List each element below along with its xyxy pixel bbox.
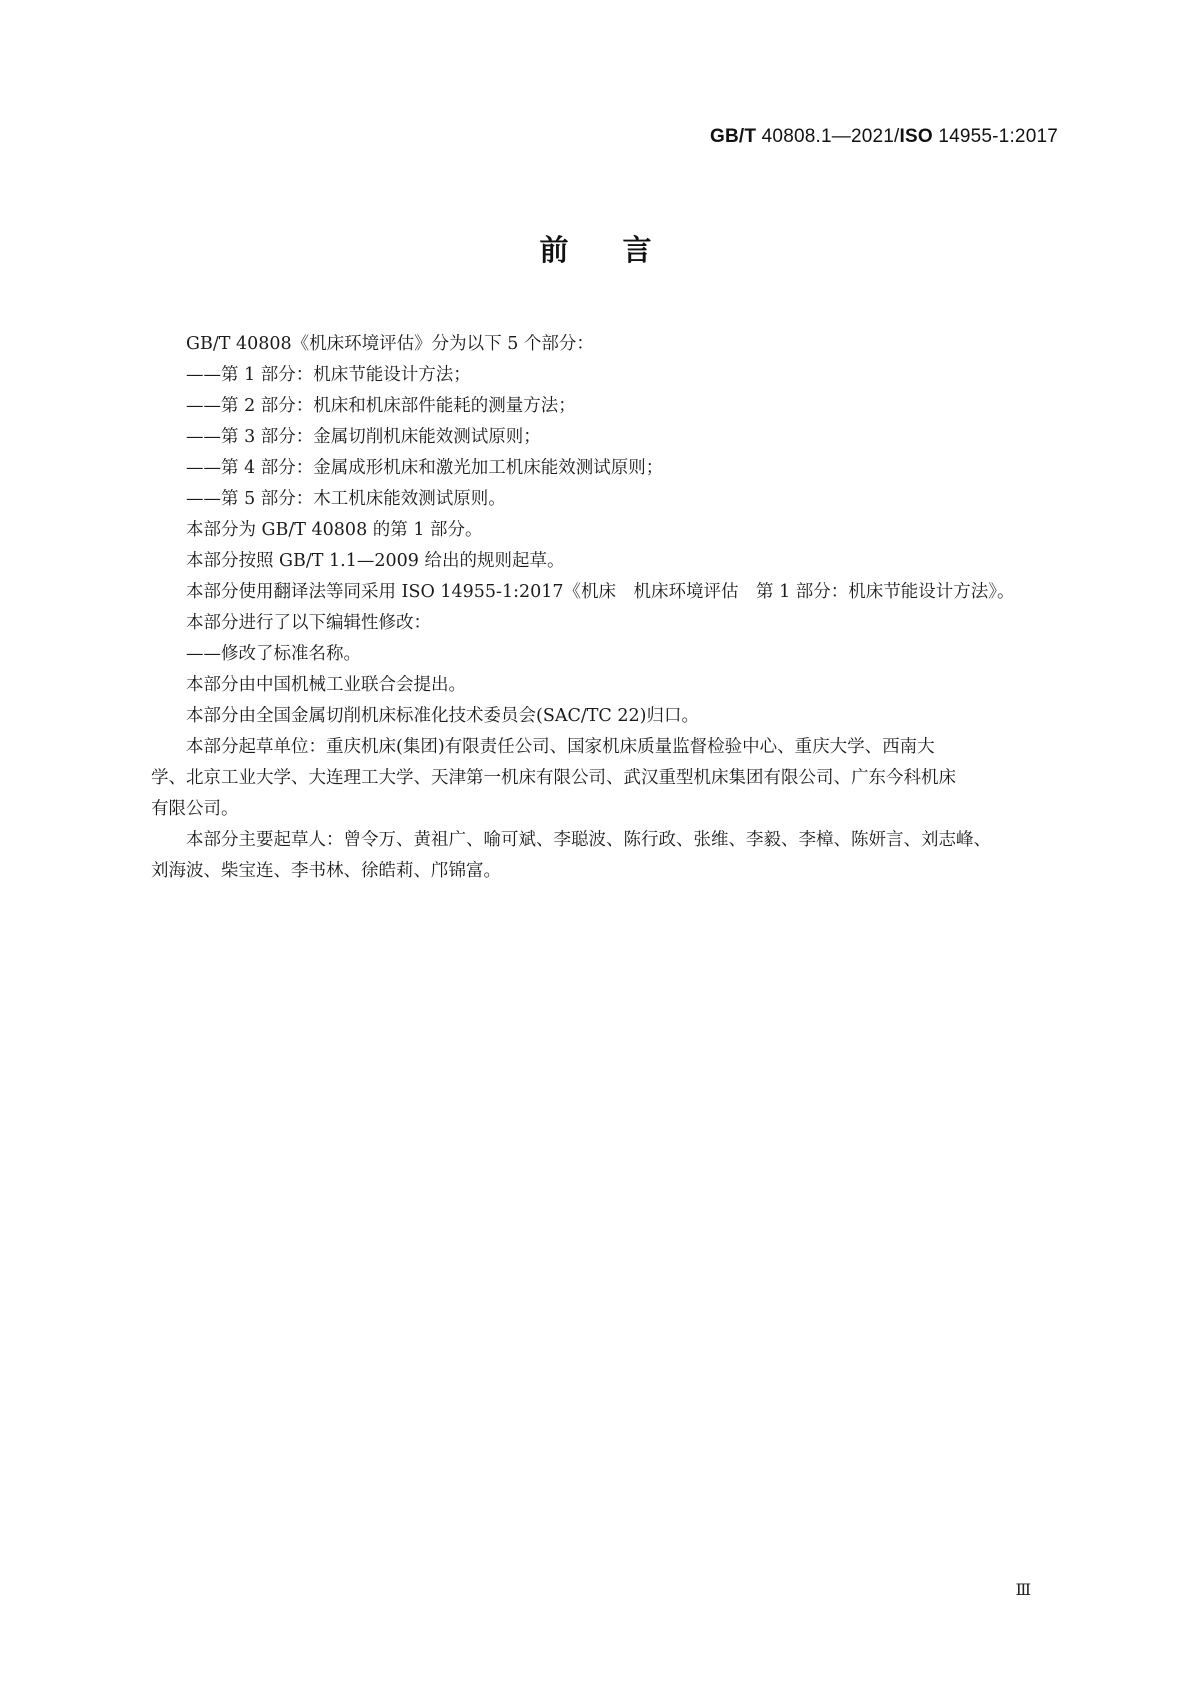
list-item-part3: ——第 3 部分：金属切削机床能效测试原则； bbox=[186, 427, 541, 447]
paragraph-intro: GB/T 40808《机床环境评估》分为以下 5 个部分： bbox=[186, 334, 594, 354]
std-code: 40808.1—2021/ bbox=[756, 126, 900, 147]
paragraph-modifications: 本部分进行了以下编辑性修改： bbox=[186, 613, 431, 633]
page-title: 前言 bbox=[539, 233, 706, 267]
paragraph-drafting-units-line1: 本部分起草单位：重庆机床(集团)有限责任公司、国家机床质量监督检验中心、重庆大学、西南大 bbox=[186, 737, 935, 757]
paragraph-part-statement: 本部分为 GB/T 40808 的第 1 部分。 bbox=[186, 520, 483, 540]
standard-number bbox=[710, 126, 1058, 148]
page-number: Ⅲ bbox=[1015, 1580, 1031, 1599]
paragraph-drafting-units-line3: 有限公司。 bbox=[151, 799, 239, 819]
list-item-part2: ——第 2 部分：机床和机床部件能耗的测量方法； bbox=[186, 396, 576, 416]
iso-code: 14955-1:2017 bbox=[932, 126, 1058, 147]
paragraph-committee: 本部分由全国金属切削机床标准化技术委员会(SAC/TC 22)归口。 bbox=[186, 706, 699, 726]
list-item-modification: ——修改了标准名称。 bbox=[186, 644, 361, 664]
std-prefix: GB/T bbox=[710, 126, 757, 147]
paragraph-drafters-line2: 刘海波、柴宝连、李书林、徐皓莉、邝锦富。 bbox=[151, 861, 501, 881]
paragraph-drafting-rules: 本部分按照 GB/T 1.1—2009 给出的规则起草。 bbox=[186, 551, 565, 571]
paragraph-adoption: 本部分使用翻译法等同采用 ISO 14955-1:2017《机床 机床环境评估 第 1 部分：机床节能设计方法》。 bbox=[186, 582, 1015, 602]
list-item-part5: ——第 5 部分：木工机床能效测试原则。 bbox=[186, 489, 506, 509]
iso-prefix: ISO bbox=[899, 126, 933, 147]
list-item-part4: ——第 4 部分：金属成形机床和激光加工机床能效测试原则； bbox=[186, 458, 664, 478]
foreword-body bbox=[151, 329, 1059, 887]
paragraph-proposer: 本部分由中国机械工业联合会提出。 bbox=[186, 675, 466, 695]
paragraph-drafting-units-line2: 学、北京工业大学、大连理工大学、天津第一机床有限公司、武汉重型机床集团有限公司、广东今科机床 bbox=[151, 768, 956, 788]
paragraph-drafters-line1: 本部分主要起草人：曾令万、黄祖广、喻可斌、李聪波、陈行政、张维、李毅、李樟、陈妍言、刘志峰、 bbox=[186, 830, 991, 850]
list-item-part1: ——第 1 部分：机床节能设计方法； bbox=[186, 365, 471, 385]
